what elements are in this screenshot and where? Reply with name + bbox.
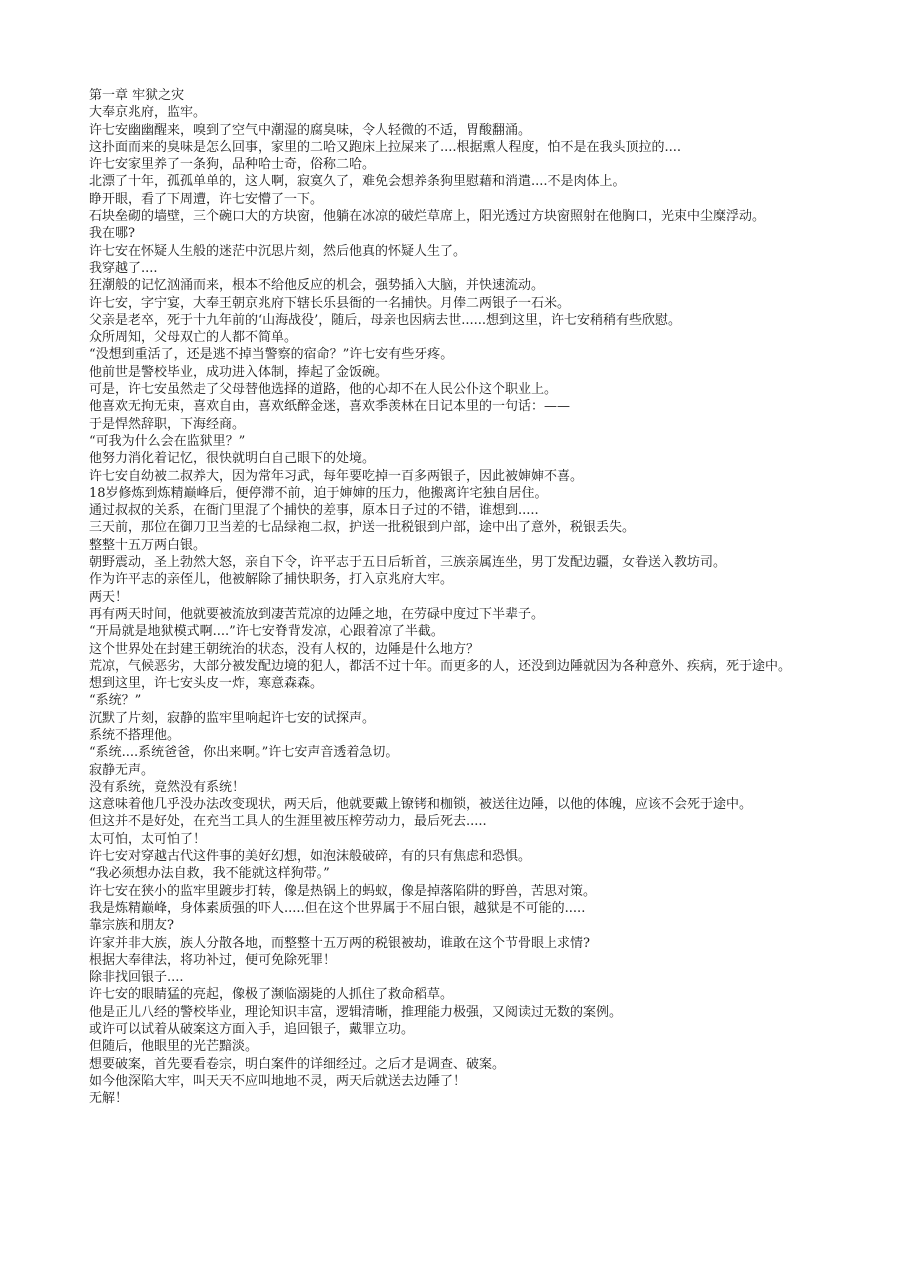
paragraph: 他前世是警校毕业，成功进入体制，捧起了金饭碗。 xyxy=(89,364,389,380)
paragraph: 狂潮般的记忆汹涌而来，根本不给他反应的机会，强势插入大脑，并快速流动。 xyxy=(89,278,545,294)
paragraph: 除非找回银子.... xyxy=(89,970,184,986)
paragraph: “没想到重活了，还是逃不掉当警察的宿命？”许七安有些牙疼。 xyxy=(89,347,454,363)
paragraph: 许七安幽幽醒来，嗅到了空气中潮湿的腐臭味，令人轻微的不适，胃酸翻涌。 xyxy=(89,122,532,138)
paragraph: 他喜欢无拘无束，喜欢自由，喜欢纸醉金迷，喜欢季羡林在日记本里的一句话：—— xyxy=(89,399,571,415)
document-page xyxy=(89,87,834,1108)
paragraph: “开局就是地狱模式啊....”许七安脊背发凉，心跟着凉了半截。 xyxy=(89,624,444,640)
paragraph: 许七安，字宁宴，大奉王朝京兆府下辖长乐县衙的一名捕快。月俸二两银子一石米。 xyxy=(89,295,571,311)
paragraph: 于是悍然辞职，下海经商。 xyxy=(89,416,246,432)
paragraph: “可我为什么会在监狱里？” xyxy=(89,433,246,449)
paragraph: 众所周知，父母双亡的人都不简单。 xyxy=(89,330,298,346)
paragraph: 北漂了十年，孤孤单单的，这人啊，寂寞久了，难免会想养条狗里慰藉和消遣....不是肉体上。 xyxy=(89,174,626,190)
paragraph: 想要破案，首先要看卷宗，明白案件的详细经过。之后才是调查、破案。 xyxy=(89,1056,506,1072)
paragraph: 许七安对穿越古代这件事的美好幻想，如泡沫般破碎，有的只有焦虑和恐惧。 xyxy=(89,849,532,865)
paragraph: “我必须想办法自救，我不能就这样狗带。” xyxy=(89,866,330,882)
paragraph: 想到这里，许七安头皮一炸，寒意森森。 xyxy=(89,676,324,692)
paragraph: 可是，许七安虽然走了父母替他选择的道路，他的心却不在人民公仆这个职业上。 xyxy=(89,382,558,398)
paragraph: 靠宗族和朋友? xyxy=(89,918,174,934)
paragraph: 18岁修炼到炼精巅峰后，便停滞不前，迫于婶婶的压力，他搬离许宅独自居住。 xyxy=(89,485,548,501)
paragraph: 朝野震动，圣上勃然大怒，亲自下令，许平志于五日后斩首，三族亲属连坐，男丁发配边疆，女眷送入教坊司。 xyxy=(89,555,727,571)
paragraph: 许七安自幼被二叔养大，因为常年习武，每年要吃掉一百多两银子，因此被婶婶不喜。 xyxy=(89,468,584,484)
paragraph: 我穿越了.... xyxy=(89,260,158,276)
paragraph: 寂静无声。 xyxy=(89,762,155,778)
paragraph: 或许可以试着从破案这方面入手，追回银子，戴罪立功。 xyxy=(89,1022,415,1038)
paragraph: 作为许平志的亲侄儿，他被解除了捕快职务，打入京兆府大牢。 xyxy=(89,572,454,588)
paragraph: 睁开眼，看了下周遭，许七安懵了一下。 xyxy=(89,191,324,207)
paragraph: 石块垒砌的墙壁，三个碗口大的方块窗，他躺在冰凉的破烂草席上，阳光透过方块窗照射在他胸口，光束中尘糜浮动。 xyxy=(89,209,766,225)
paragraph: 三天前，那位在御刀卫当差的七品绿袍二叔，护送一批税银到户部，途中出了意外，税银丢失。 xyxy=(89,520,636,536)
paragraph: 许七安家里养了一条狗，品种哈士奇，俗称二哈。 xyxy=(89,157,376,173)
paragraph: 如今他深陷大牢，叫天天不应叫地地不灵，两天后就送去边陲了！ xyxy=(89,1073,467,1089)
paragraph: 根据大奉律法，将功补过，便可免除死罪！ xyxy=(89,952,337,968)
paragraph: 我是炼精巅峰，身体素质强的吓人.....但在这个世界属于不屈白银，越狱是不可能的..... xyxy=(89,900,586,916)
paragraph: 父亲是老卒，死于十九年前的‘山海战役’，随后，母亲也因病去世......想到这里，许七安稍稍有些欣慰。 xyxy=(89,312,682,328)
paragraph: 他努力消化着记忆，很快就明白自己眼下的处境。 xyxy=(89,451,376,467)
paragraph: 这个世界处在封建王朝统治的状态，没有人权的，边陲是什么地方？ xyxy=(89,641,480,657)
paragraph: 系统不搭理他。 xyxy=(89,727,181,743)
paragraph: “系统？” xyxy=(89,693,142,709)
paragraph: 没有系统，竟然没有系统！ xyxy=(89,779,246,795)
paragraph: 许七安的眼睛猛的亮起，像极了濒临溺毙的人抓住了救命稻草。 xyxy=(89,987,454,1003)
paragraph: 这扑面而来的臭味是怎么回事，家里的二哈又跑床上拉屎来了....根据熏人程度，怕不是在我头顶拉的.... xyxy=(89,139,682,155)
paragraph: 这意味着他几乎没办法改变现状，两天后，他就要戴上镣铐和枷锁，被送往边陲，以他的体魄，应该不会死于途中。 xyxy=(89,797,753,813)
paragraph: 我在哪? xyxy=(89,226,135,242)
paragraph: “系统....系统爸爸，你出来啊。”许七安声音透着急切。 xyxy=(89,745,399,761)
paragraph: 但随后，他眼里的光芒黯淡。 xyxy=(89,1039,259,1055)
paragraph: 整整十五万两白银。 xyxy=(89,537,207,553)
paragraph: 两天！ xyxy=(89,589,129,605)
paragraph: 许七安在狭小的监牢里踱步打转，像是热锅上的蚂蚁，像是掉落陷阱的野兽，苦思对策。 xyxy=(89,883,597,899)
paragraph: 通过叔叔的关系，在衙门里混了个捕快的差事，原本日子过的不错，谁想到..... xyxy=(89,503,539,519)
paragraph: 荒凉，气候恶劣，大部分被发配边境的犯人，都活不过十年。而更多的人，还没到边陲就因为各种意外、疾病，死于途中。 xyxy=(89,658,792,674)
paragraph: 许七安在怀疑人生般的迷茫中沉思片刻，然后他真的怀疑人生了。 xyxy=(89,243,467,259)
chapter-title: 第一章 牢狱之灾 xyxy=(89,88,185,103)
paragraph: 大奉京兆府，监牢。 xyxy=(89,105,207,121)
paragraph: 许家并非大族，族人分散各地，而整整十五万两的税银被劫，谁敢在这个节骨眼上求情? xyxy=(89,935,590,951)
paragraph: 太可怕，太可怕了！ xyxy=(89,831,207,847)
paragraph: 再有两天时间，他就要被流放到凄苦荒凉的边陲之地，在劳碌中度过下半辈子。 xyxy=(89,606,545,622)
paragraph: 他是正儿八经的警校毕业，理论知识丰富，逻辑清晰，推理能力极强，又阅读过无数的案例。 xyxy=(89,1004,623,1020)
paragraph: 无解！ xyxy=(89,1091,129,1107)
paragraph: 但这并不是好处，在充当工具人的生涯里被压榨劳动力，最后死去..... xyxy=(89,814,487,830)
paragraph: 沉默了片刻，寂静的监牢里响起许七安的试探声。 xyxy=(89,710,376,726)
